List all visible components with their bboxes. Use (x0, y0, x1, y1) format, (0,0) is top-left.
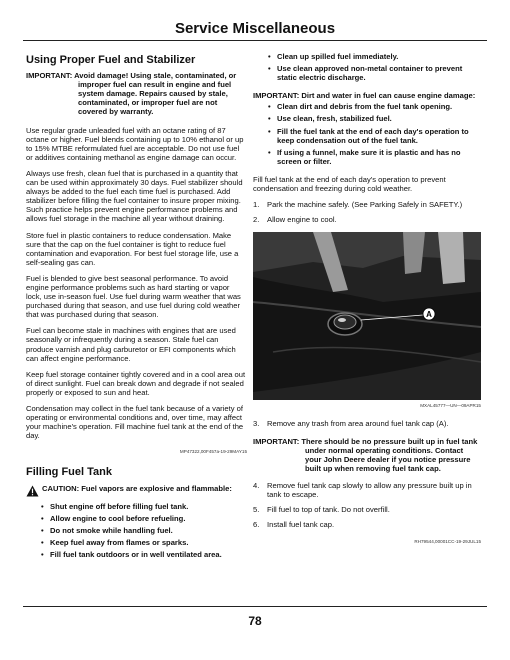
important-dirt-note: IMPORTANT: Dirt and water in fuel can cause engine damage: (253, 91, 476, 101)
body-paragraph: Fuel can become stale in machines with engines that are used seasonally or infrequently during a season. Stale fuel can produce varnish and plug carburetor or EFI components which can affect engine performance. (26, 326, 236, 363)
page-number: 78 (248, 614, 262, 628)
step-item (253, 419, 481, 428)
reference-code: MP47322,00F457a-19-29MAY15 (179, 449, 247, 455)
bullet-item: • Clean up spilled fuel immediately. (263, 52, 481, 61)
right-column (253, 52, 481, 558)
steps-list-1 (253, 200, 481, 224)
page-title: Service Miscellaneous (174, 20, 336, 37)
bullet-item: • If using a funnel, make sure it is plastic and has no screen or filter. (263, 148, 481, 166)
step-item (253, 481, 481, 499)
fuel-tank-photo (253, 232, 481, 400)
caution-bullet-list (26, 502, 247, 559)
caution-text: CAUTION: Fuel vapors are explosive and flammable: (42, 483, 232, 493)
callout-a-label: A (426, 310, 432, 320)
reference-code-2: RH79544,00001CC-19-29JUL15 (414, 539, 481, 545)
step-text: Allow engine to cool. (267, 215, 337, 225)
bullet-item: • Do not smoke while handling fuel. (36, 526, 247, 535)
steps-list-3 (253, 481, 481, 529)
fuel-tank-cap-illustration (253, 232, 481, 400)
paragraph-list (26, 126, 247, 441)
step-text: Fill fuel to top of tank. Do not overfill. (267, 505, 390, 515)
step-text: Remove fuel tank cap slowly to allow any pressure built up in tank to escape. (267, 480, 472, 499)
step-number: 6. (253, 520, 260, 530)
step-number: 1. (253, 200, 260, 210)
photo-code: MXAL45777—UN—09APR15 (420, 403, 481, 409)
step-text: Install fuel tank cap. (267, 520, 335, 530)
step-item (253, 520, 481, 529)
step-text: Park the machine safely. (See Parking Safely in SAFETY.) (267, 200, 463, 210)
step-item (253, 215, 481, 224)
step-number: 2. (253, 215, 260, 225)
body-paragraph: Always use fresh, clean fuel that is purchased in a quantity that can be used within approximately 30 days. Fuel stabilizer should always be added to the fuel each time fuel is purchased. Add stabilizer before filling the fuel container to insure proper mixing. Such practice helps prevent engine performance problems and allows fuel storage in the machine all year without draining. (26, 168, 243, 224)
step-item (253, 200, 481, 209)
filling-fuel-tank-heading: Filling Fuel Tank (26, 466, 112, 479)
steps-list-2 (253, 419, 481, 428)
footer-rule (23, 606, 487, 607)
fuel-stabilizer-heading: Using Proper Fuel and Stabilizer (26, 54, 196, 66)
bullet-item: • Keep fuel away from flames or sparks. (36, 538, 247, 547)
header-rule (23, 40, 487, 41)
bullet-item: • Use clean, fresh, stabilized fuel. (263, 114, 481, 123)
body-paragraph: Store fuel in plastic containers to reduce condensation. Make sure that the cap on the fuel container is tight to reduce fuel contamination and evaporation. For best fuel storage life, use a self-sealing gas can. (26, 230, 239, 267)
bullet-item: • Shut engine off before filling fuel tank. (36, 502, 247, 511)
important-bullet-list (253, 102, 481, 166)
step-number: 3. (253, 419, 260, 429)
left-column (26, 52, 247, 568)
bullet-item: • Clean dirt and debris from the fuel tank opening. (263, 102, 481, 111)
top-bullet-list (253, 52, 481, 82)
step-item (253, 505, 481, 514)
caution-block (26, 484, 247, 497)
body-paragraph: Keep fuel storage container tightly covered and in a cool area out of direct sunlight. Fuel can break down and degrade if not sealed properly or exposed to sun and heat. (26, 369, 246, 397)
bullet-item: • Allow engine to cool before refueling. (36, 514, 247, 523)
bullet-item: • Fill fuel tank outdoors or in well ventilated area. (36, 550, 247, 559)
body-paragraph: Fuel is blended to give best seasonal performance. To avoid engine performance problems such as hard starting or vapor lock, use in-season fuel. Use fuel during warm weather that was purchased during that season, and use fuel during cold weather that was purchased during that season. (26, 273, 241, 320)
step-text: Remove any trash from area around fuel tank cap (A). (267, 419, 449, 429)
step-number: 5. (253, 505, 260, 515)
step-number: 4. (253, 480, 260, 490)
fill-end-of-day-paragraph: Fill fuel tank at the end of each day's operation to prevent condensation and freezing during cold weather. (253, 174, 446, 194)
important-pressure-note: IMPORTANT: There should be no pressure built up in fuel tank under normal operating conditions. Contact your John Deere dealer if you notice pressure built up when removing fuel tank cap. (253, 436, 478, 473)
warning-triangle-icon (26, 485, 39, 497)
body-paragraph: Use regular grade unleaded fuel with an octane rating of 87 octane or higher. Fuel blends containing up to 10% ethanol or up to 15% MTBE reformulated fuel are acceptable. Do not use fuel or additives containing methanol as engine damage can occur. (26, 125, 244, 162)
bullet-item: • Fill the fuel tank at the end of each day's operation to keep condensation out of the fuel tank. (263, 127, 481, 145)
body-paragraph: Condensation may collect in the fuel tank because of a variety of operating or environmental conditions and, over time, may affect your machine's operation. Fill machine fuel tank at the end of the day. (26, 404, 244, 441)
important-note: IMPORTANT: Avoid damage! Using stale, contaminated, or improper fuel can result in engine and fuel system damage. Repairs caused by stale, contaminated, or improper fuel are not covered by warranty. (26, 71, 237, 117)
bullet-item: • Use clean approved non-metal container to prevent static electric discharge. (263, 64, 481, 82)
